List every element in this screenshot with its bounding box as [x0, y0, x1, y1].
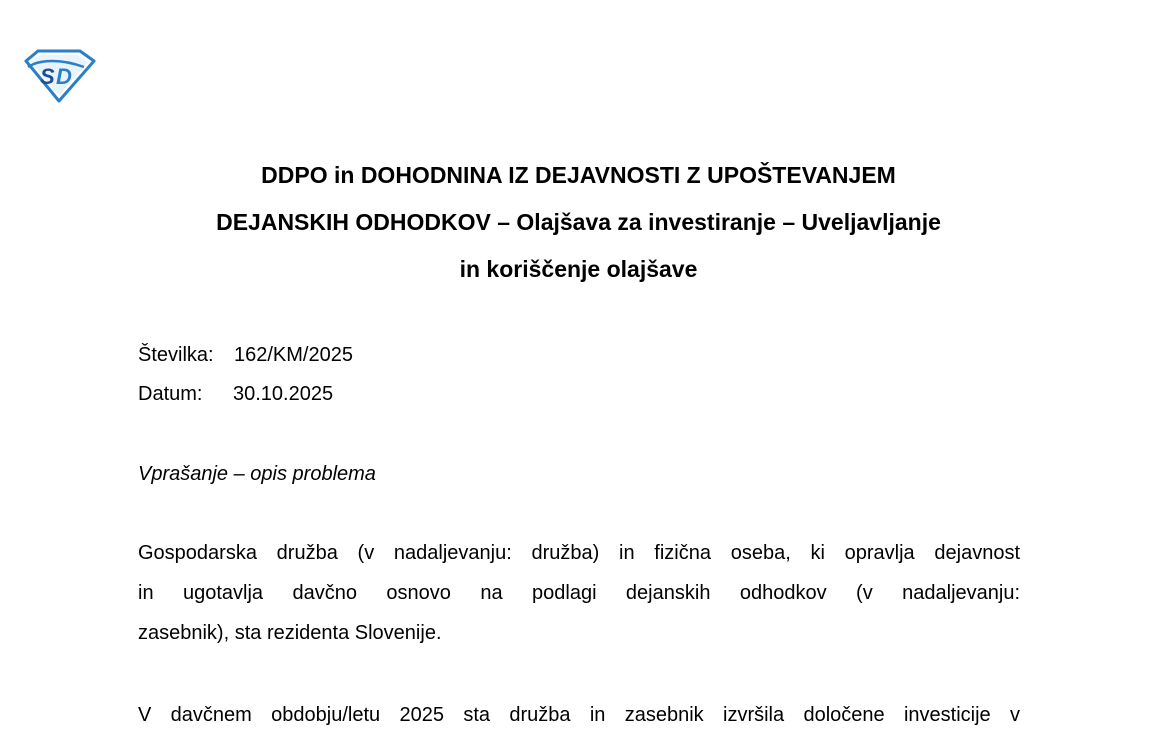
paragraph-1-line-2: in ugotavlja davčno osnovo na podlagi dejanskih odhodkov (v nadaljevanju:: [138, 582, 1020, 604]
date-row: [138, 375, 353, 414]
fursa-logo-icon: [22, 47, 96, 103]
question-heading: Vprašanje – opis problema: [138, 463, 376, 485]
date-label: Datum:: [138, 383, 203, 405]
paragraph-2-line-1: V davčnem obdobju/letu 2025 sta družba in zasebnik izvršila določene investicije v: [138, 704, 1020, 726]
number-value: 162/KM/2025: [234, 344, 353, 366]
date-value: 30.10.2025: [233, 383, 334, 405]
title-line-3: in koriščenje olajšave: [459, 256, 698, 282]
number-label: Številka:: [138, 344, 214, 366]
title-line-1: DDPO in DOHODNINA IZ DEJAVNOSTI Z UPOŠTEVANJEM: [261, 162, 896, 188]
paragraph-1-line-1: Gospodarska družba (v nadaljevanju: družba) in fizična oseba, ki opravlja dejavnost: [138, 542, 1020, 564]
paragraph-2: [138, 695, 1020, 735]
logo-letter-s: S: [40, 64, 55, 89]
document-meta: [138, 336, 353, 414]
paragraph-1: [138, 533, 1020, 653]
paragraph-1-line-3: zasebnik), sta rezidenta Slovenije.: [138, 622, 442, 644]
number-row: [138, 336, 353, 375]
title-line-2: DEJANSKIH ODHODKOV – Olajšava za investiranje – Uveljavljanje: [216, 209, 941, 235]
document-title: [100, 152, 1057, 293]
logo-letter-d: D: [56, 64, 72, 89]
